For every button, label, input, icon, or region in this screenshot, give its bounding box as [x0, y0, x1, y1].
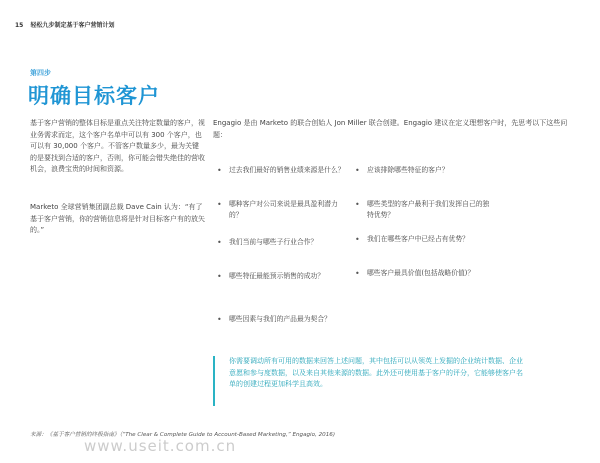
bullet-icon: • [217, 315, 222, 324]
intro-paragraph: 基于客户营销的整体目标是重点关注特定数量的客户，视业务需求而定，这个客户名单中可以有 300 个客户，也可以有 30,000 个客户。不管客户数量多少，最为关键的是要找到合适的客户，否则，你可能会错失绝佳的营收机会，浪费宝贵的时间和资源。 [30, 119, 205, 173]
question-item [217, 237, 349, 248]
question-text: 我们在哪些客户中已经占有优势？ [367, 235, 469, 243]
question-text: 过去我们最好的销售业绩来源是什么？ [229, 166, 345, 174]
document-title: 轻松九步制定基于客户营销计划 [30, 22, 115, 29]
bullet-icon: • [217, 166, 222, 175]
question-item [217, 271, 349, 282]
callout-box: 你需要调动所有可用的数据来回答上述问题，其中包括可以从领英上发掘的企业统计数据、企业意愿和参与度数据，以及来自其他来源的数据。此外还可使用基于客户的评分，它能够使客户名单的创建过程更加科学且高效。 [213, 356, 524, 406]
page-header [15, 20, 114, 29]
engagio-intro: Engagio 是由 Marketo 的联合创始人 Jon Miller 联合创建。Engagio 建议在定义理想客户时，先思考以下这些问题： [213, 119, 568, 139]
question-item [355, 234, 507, 245]
question-text: 哪些客户最具价值(包括战略价值)？ [367, 269, 475, 277]
question-text: 应该排除哪些特征的客户？ [367, 166, 449, 174]
quote-paragraph: Marketo 全球营销集团副总裁 Dave Cain 认为：“有了基于客户营销，你的营销信息将是针对目标客户有的放矢的。” [30, 203, 205, 234]
question-text: 哪些因素与我们的产品最为契合？ [229, 315, 331, 323]
question-item [217, 199, 349, 221]
question-item [217, 165, 349, 176]
bullet-icon: • [355, 269, 360, 278]
bullet-icon: • [217, 272, 222, 281]
question-text: 哪些类型的客户最利于我们发挥自己的独特优势？ [367, 200, 490, 219]
question-item [355, 165, 502, 176]
question-text: 哪种客户对公司来说是最具盈利潜力的？ [229, 200, 338, 219]
bullet-icon: • [355, 235, 360, 244]
bullet-icon: • [355, 166, 360, 175]
question-item [217, 314, 369, 325]
question-item [355, 199, 495, 221]
question-text: 我们当前与哪些子行业合作？ [229, 238, 318, 246]
page-title: 明确目标客户 [28, 84, 160, 108]
watermark: www.useit.com.cn [84, 437, 237, 455]
bullet-icon: • [355, 200, 360, 209]
bullet-icon: • [217, 200, 222, 209]
question-text: 哪些特征最能预示销售的成功？ [229, 272, 325, 280]
bullet-icon: • [217, 238, 222, 247]
step-label: 第四步 [30, 69, 51, 77]
question-item [355, 268, 507, 279]
page-number: 15 [15, 22, 24, 29]
source-citation: 来源：《基于客户营销的终极指南》（“The Clear & Complete Guide to Account-Based Marketing,” Engagio, 2016) [30, 432, 335, 438]
